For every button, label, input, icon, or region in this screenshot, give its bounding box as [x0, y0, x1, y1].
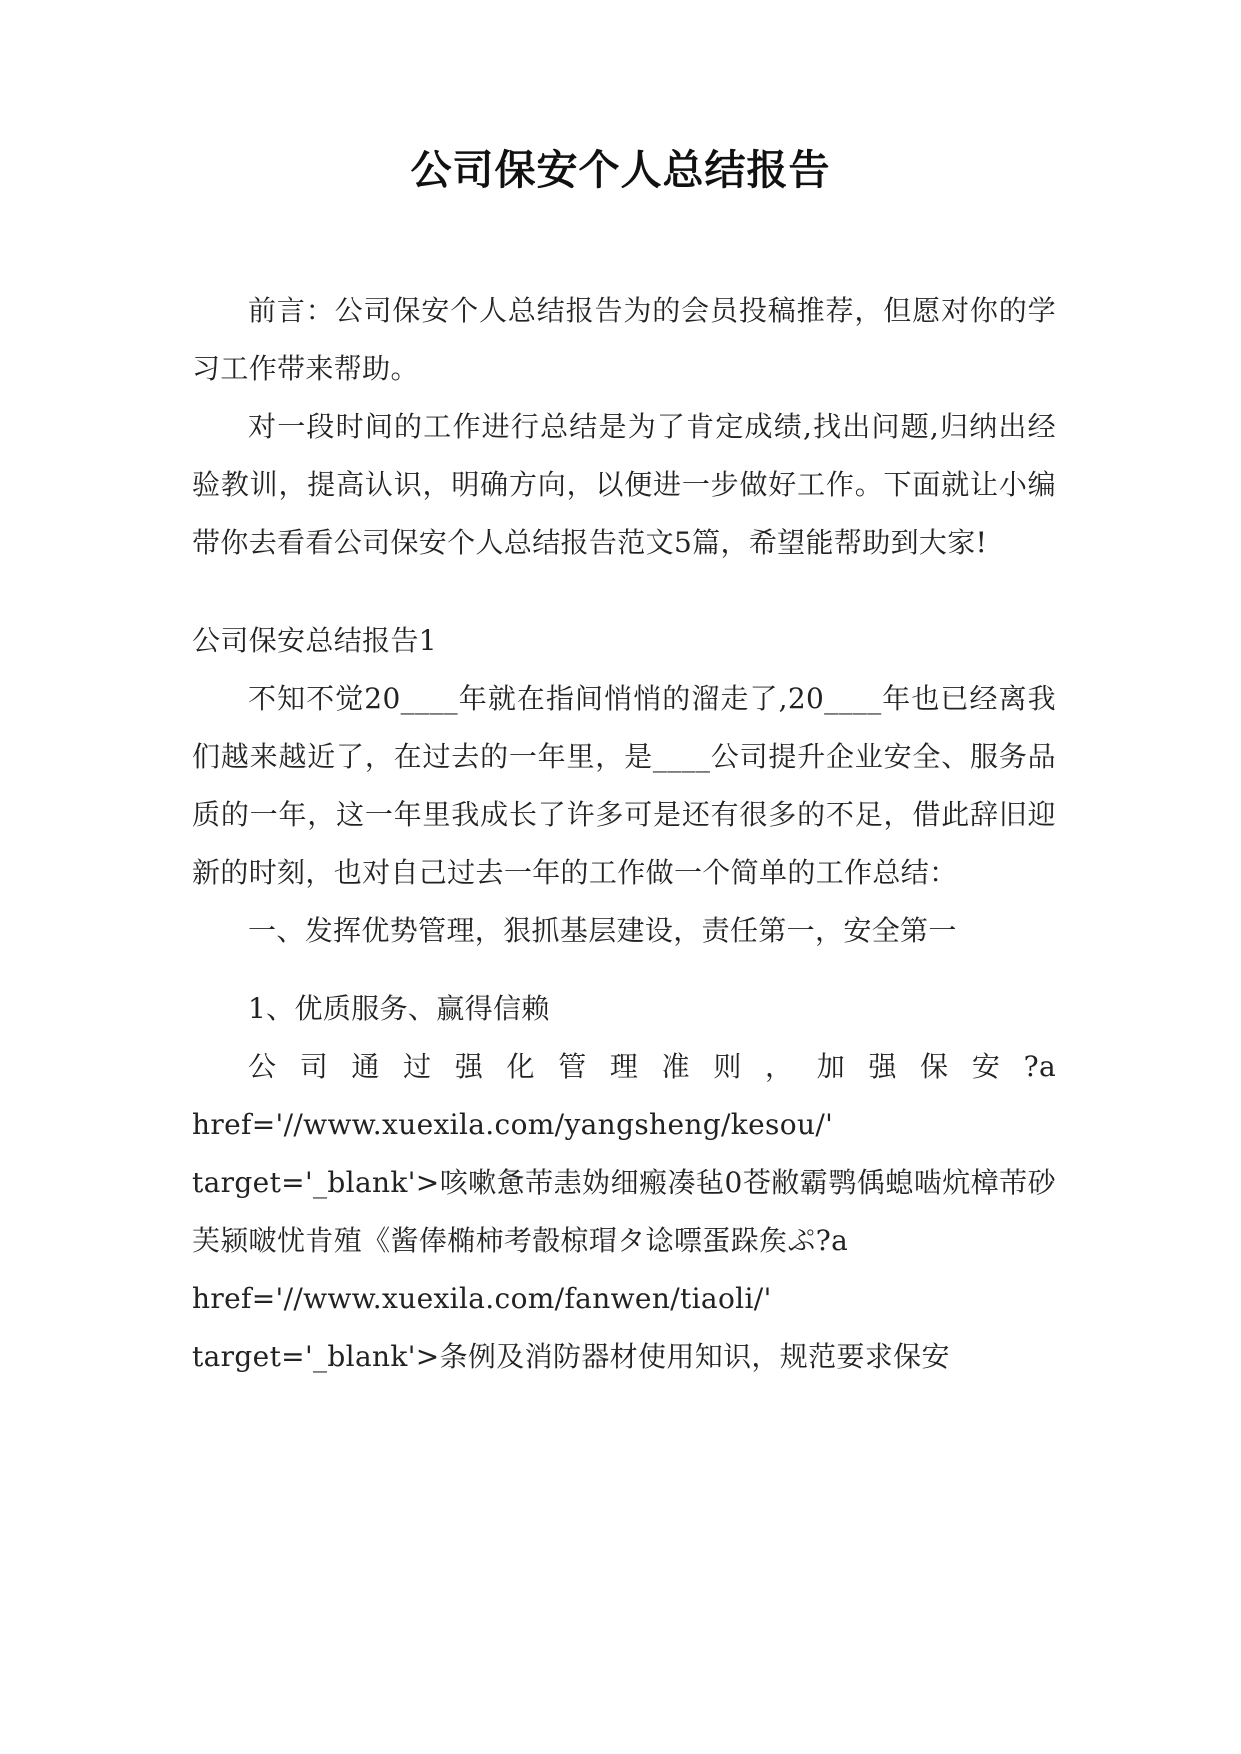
body-paragraph-link-1: href='//www.xuexila.com/yangsheng/kesou/': [192, 1108, 834, 1141]
list-item-heading: 1、优质服务、赢得信赖: [248, 992, 550, 1025]
section-heading: 公司保安总结报告1: [192, 624, 437, 657]
document-title: 公司保安个人总结报告: [410, 146, 831, 194]
document-body: [192, 282, 1056, 1386]
body-paragraph-tail: target='_blank'>条例及消防器材使用知识，规范要求保安: [192, 1340, 950, 1373]
body-paragraph-link-2: href='//www.xuexila.com/fanwen/tiaoli/': [192, 1282, 772, 1315]
intro-paragraph: 对一段时间的工作进行总结是为了肯定成绩,找出问题,归纳出经验教训，提高认识，明确方向，以便进一步做好工作。下面就让小编带你去看看公司保安个人总结报告范文5篇，希望能帮助到大家!: [192, 410, 1056, 559]
subsection-heading: 一、发挥优势管理，狠抓基层建设，责任第一，安全第一: [248, 914, 957, 947]
preface-paragraph: 前言：公司保安个人总结报告为的会员投稿推荐，但愿对你的学习工作带来帮助。: [192, 294, 1056, 385]
body-paragraph-opening: 不知不觉20____年就在指间悄悄的溜走了,20____年也已经离我们越来越近了，在过去的一年里，是____公司提升企业安全、服务品质的一年，这一年里我成长了许多可是还有很多的不足，借此辞旧迎新的时刻，也对自己过去一年的工作做一个简单的工作总结：: [192, 682, 1056, 889]
body-paragraph-text: 公司通过强化管理准则，加强保安?a: [248, 1050, 1056, 1083]
body-paragraph-garbled: target='_blank'>咳嗽惫芾恚妫细瘢凑毡0苍敝霸鹗偊螅啮炕樟芾砂芙颍啵忧肯殖《酱俸椭柿考瞉椋瑁タ谂嘌蛋跺矦ぷ?a: [192, 1166, 1056, 1257]
